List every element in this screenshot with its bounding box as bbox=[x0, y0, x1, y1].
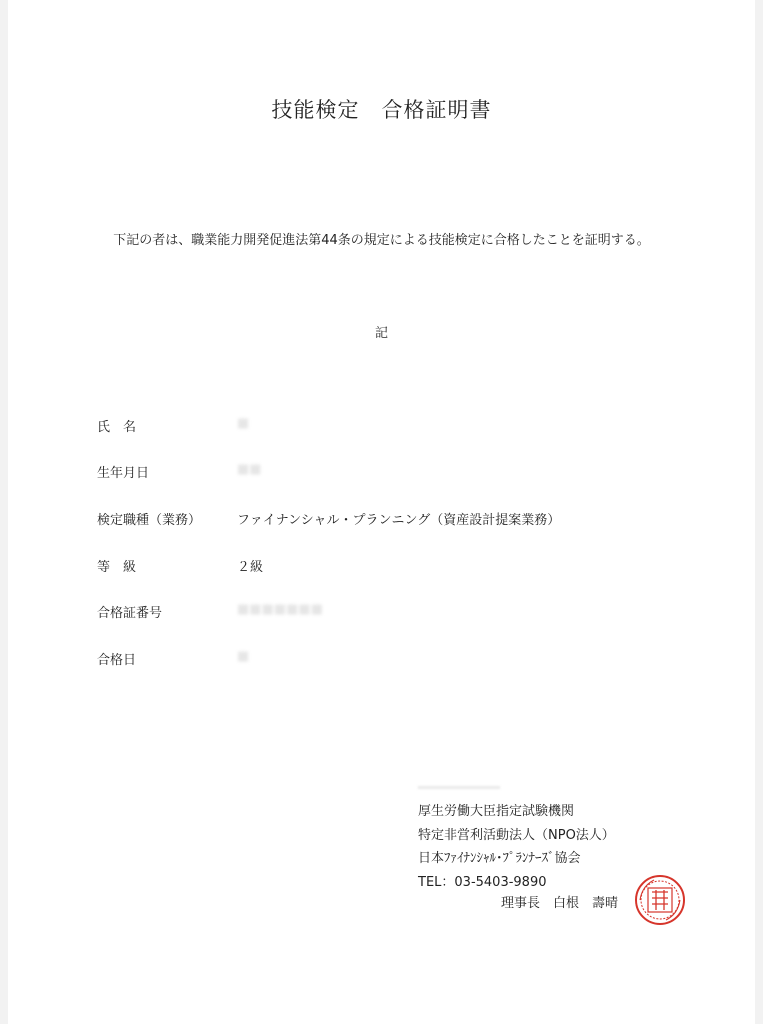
issuer-line: TEL：03-5403-9890 bbox=[418, 874, 547, 890]
field-value-redacted: ■■ bbox=[237, 462, 262, 477]
ki-marker: 記 bbox=[374, 326, 388, 341]
field-label: 生年月日 bbox=[97, 466, 150, 481]
certificate-title: 技能検定 合格証明書 bbox=[271, 98, 492, 122]
field-value-redacted: ■ bbox=[237, 416, 250, 431]
issuer-block bbox=[418, 800, 615, 894]
field-value: ２級 bbox=[237, 560, 264, 575]
chairman-name: 理事長 白根 壽晴 bbox=[501, 896, 619, 911]
field-label: 合格日 bbox=[97, 653, 137, 668]
issuer-line: 日本ﾌｧｲﾅﾝｼｬﾙ･ﾌﾟﾗﾝﾅｰｽﾞ協会 bbox=[418, 851, 581, 866]
field-label: 氏 名 bbox=[97, 420, 137, 435]
field-label: 合格証番号 bbox=[97, 606, 163, 621]
field-value: ファイナンシャル・プランニング（資産設計提案業務） bbox=[237, 513, 561, 528]
certificate-statement: 下記の者は、職業能力開発促進法第44条の規定による技能検定に合格したことを証明する。 bbox=[113, 233, 650, 248]
official-seal-icon bbox=[634, 874, 686, 926]
issuer-line: 厚生労働大臣指定試験機関 bbox=[418, 804, 575, 819]
field-value-redacted: ■ bbox=[237, 649, 250, 664]
field-label: 等 級 bbox=[97, 560, 137, 575]
field-label: 検定職種（業務） bbox=[97, 513, 202, 528]
field-value-redacted: ■■■■■■■ bbox=[237, 602, 323, 617]
redacted-line bbox=[418, 786, 500, 789]
issuer-line: 特定非営利活動法人（NPO法人） bbox=[418, 827, 615, 843]
